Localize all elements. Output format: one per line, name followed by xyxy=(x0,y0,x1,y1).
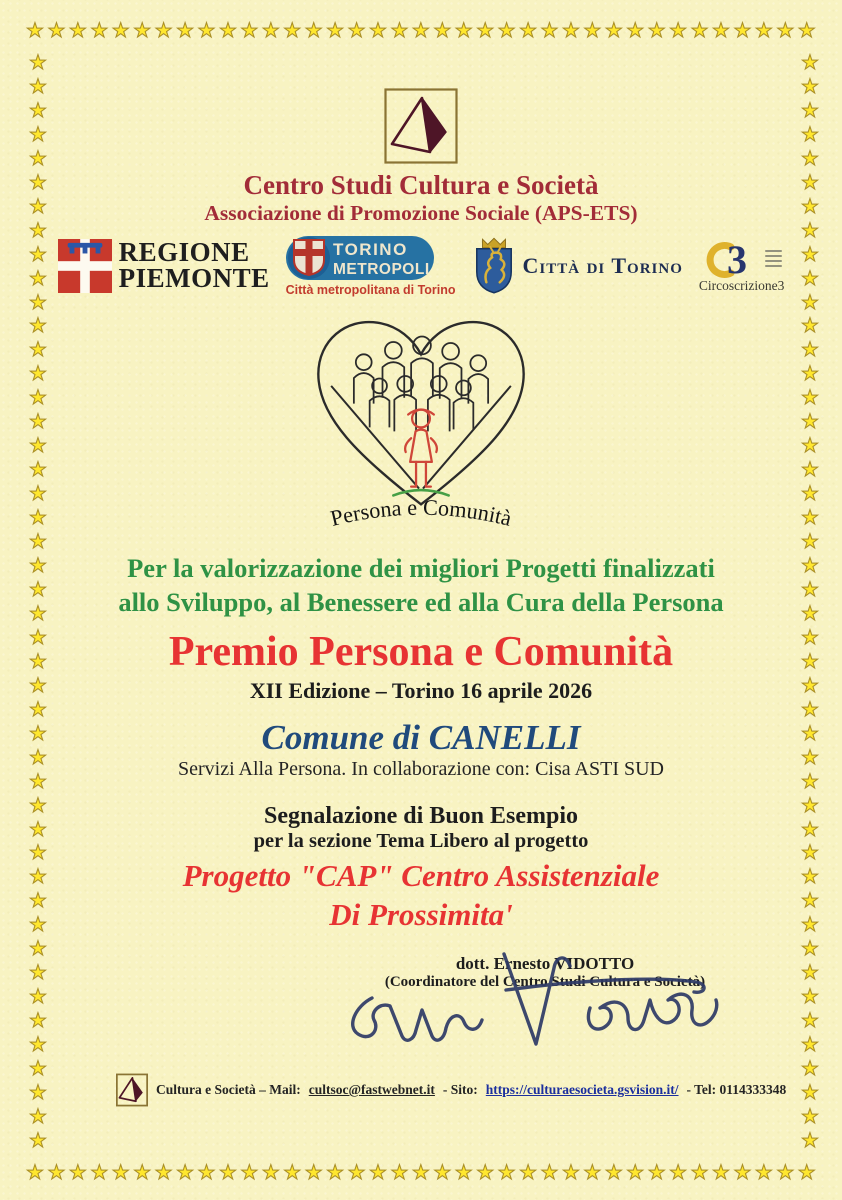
intro-statement xyxy=(0,552,842,620)
border-star-icon: ★ xyxy=(797,18,816,42)
emblem-caption-text: Persona e Comunità xyxy=(327,494,515,531)
border-star-icon: ★ xyxy=(390,1160,409,1184)
border-star-icon: ★ xyxy=(154,1160,173,1184)
border-star-icon: ★ xyxy=(801,265,819,290)
award-edition: XII Edizione – Torino 16 aprile 2026 xyxy=(249,677,593,703)
border-star-icon: ★ xyxy=(801,816,819,841)
border-star-icon: ★ xyxy=(433,1160,452,1184)
logo-citta-di-torino xyxy=(472,236,683,296)
border-star-icon: ★ xyxy=(283,1160,302,1184)
border-star-icon: ★ xyxy=(476,18,495,42)
border-star-icon: ★ xyxy=(801,481,819,506)
border-star-icon: ★ xyxy=(29,265,47,290)
border-star-icon: ★ xyxy=(540,18,559,42)
border-star-icon: ★ xyxy=(29,73,47,98)
signatory-role: (Coordinatore del Centro Studi Cultura e Società) xyxy=(384,974,706,991)
organization-name: Centro Studi Cultura e Società xyxy=(243,170,599,200)
border-star-icon: ★ xyxy=(197,1160,216,1184)
border-star-icon: ★ xyxy=(801,912,819,937)
circoscrizione-wordmark: Circoscrizione3 xyxy=(698,277,785,293)
footer-site-label: - Sito: xyxy=(442,1082,478,1097)
project-line2: Di Prossimita' xyxy=(329,896,513,932)
border-star-icon: ★ xyxy=(347,18,366,42)
border-star-icon: ★ xyxy=(669,1160,688,1184)
star-border-bottom xyxy=(26,1162,816,1182)
border-star-icon: ★ xyxy=(176,1160,194,1184)
border-star-icon: ★ xyxy=(29,624,47,649)
border-star-icon: ★ xyxy=(390,18,409,42)
border-star-icon: ★ xyxy=(29,457,47,482)
border-star-icon: ★ xyxy=(519,18,537,42)
border-star-icon: ★ xyxy=(801,888,819,913)
border-star-icon: ★ xyxy=(801,1032,819,1057)
border-star-icon: ★ xyxy=(733,1160,752,1184)
border-star-icon: ★ xyxy=(29,505,47,530)
border-star-icon: ★ xyxy=(801,50,819,74)
logo-regione-piemonte xyxy=(58,236,270,293)
border-star-icon: ★ xyxy=(801,1008,819,1033)
border-star-icon: ★ xyxy=(29,50,47,74)
border-star-icon: ★ xyxy=(197,18,216,42)
persona-comunita-emblem xyxy=(302,301,540,533)
regione-piemonte-wordmark xyxy=(118,236,270,293)
border-star-icon: ★ xyxy=(801,217,819,242)
border-star-icon: ★ xyxy=(647,1160,666,1184)
border-star-icon: ★ xyxy=(801,1079,819,1104)
border-star-icon: ★ xyxy=(604,18,623,42)
border-star-icon: ★ xyxy=(801,409,819,434)
border-star-icon: ★ xyxy=(801,385,819,410)
border-star-icon: ★ xyxy=(497,18,516,42)
border-star-icon: ★ xyxy=(240,1160,259,1184)
border-star-icon: ★ xyxy=(26,18,44,42)
circoscrizione-fine-print xyxy=(765,250,782,267)
logo-circoscrizione-3 xyxy=(699,238,784,294)
border-star-icon: ★ xyxy=(583,1160,602,1184)
border-star-icon: ★ xyxy=(29,361,47,386)
border-star-icon: ★ xyxy=(29,576,47,601)
border-star-icon: ★ xyxy=(29,1056,47,1081)
border-star-icon: ★ xyxy=(68,18,87,42)
border-star-icon: ★ xyxy=(801,1103,819,1128)
border-star-icon: ★ xyxy=(690,1160,709,1184)
border-star-icon: ★ xyxy=(369,18,387,42)
border-star-icon: ★ xyxy=(519,1160,537,1184)
border-star-icon: ★ xyxy=(176,18,194,42)
border-star-icon: ★ xyxy=(801,864,819,889)
border-star-icon: ★ xyxy=(111,18,130,42)
border-star-icon: ★ xyxy=(712,1160,730,1184)
signature-block xyxy=(310,954,780,991)
border-star-icon: ★ xyxy=(801,600,819,625)
border-star-icon: ★ xyxy=(561,1160,580,1184)
recipient-detail: Servizi Alla Persona. In collaborazione con: Cisa ASTI SUD xyxy=(177,757,664,780)
border-star-icon: ★ xyxy=(29,840,47,865)
regione-line2: PIEMONTE xyxy=(118,262,270,293)
border-star-icon: ★ xyxy=(454,18,473,42)
border-star-icon: ★ xyxy=(801,840,819,865)
heart-outline-icon xyxy=(318,322,523,504)
border-star-icon: ★ xyxy=(29,816,47,841)
torino-metropoli-badge-icon xyxy=(286,234,434,282)
border-star-icon: ★ xyxy=(801,121,819,146)
border-star-icon: ★ xyxy=(29,792,47,817)
border-star-icon: ★ xyxy=(801,361,819,386)
logo-torino-metropoli xyxy=(286,234,456,297)
border-star-icon: ★ xyxy=(240,18,259,42)
torino-metropoli-line2: METROPOLI xyxy=(332,261,430,278)
border-star-icon: ★ xyxy=(133,1160,152,1184)
border-star-icon: ★ xyxy=(29,888,47,913)
border-star-icon: ★ xyxy=(754,1160,773,1184)
border-star-icon: ★ xyxy=(29,289,47,314)
border-star-icon: ★ xyxy=(218,1160,237,1184)
signatory-name: dott. Ernesto VIDOTTO xyxy=(455,954,635,974)
border-star-icon: ★ xyxy=(29,169,47,194)
border-star-icon: ★ xyxy=(326,18,345,42)
border-star-icon: ★ xyxy=(283,18,302,42)
border-star-icon: ★ xyxy=(29,984,47,1009)
border-star-icon: ★ xyxy=(754,18,773,42)
border-star-icon: ★ xyxy=(29,1032,47,1057)
border-star-icon: ★ xyxy=(29,433,47,458)
border-star-icon: ★ xyxy=(647,18,666,42)
border-star-icon: ★ xyxy=(261,1160,280,1184)
border-star-icon: ★ xyxy=(29,337,47,362)
regione-line1: REGIONE xyxy=(118,236,250,267)
heart-inner-v xyxy=(331,386,511,489)
border-star-icon: ★ xyxy=(347,1160,366,1184)
border-star-icon: ★ xyxy=(29,97,47,122)
border-star-icon: ★ xyxy=(433,18,452,42)
citta-torino-wordmark: Città di Torino xyxy=(522,252,683,278)
award-title: Premio Persona e Comunità xyxy=(168,628,674,675)
border-star-icon: ★ xyxy=(29,145,47,170)
border-star-icon: ★ xyxy=(29,936,47,961)
border-star-icon: ★ xyxy=(29,1008,47,1033)
grass-icon xyxy=(393,490,448,495)
border-star-icon: ★ xyxy=(261,18,280,42)
border-star-icon: ★ xyxy=(801,696,819,721)
project-line1: Progetto "CAP" Centro Assistenziale xyxy=(182,857,660,893)
border-star-icon: ★ xyxy=(369,1160,387,1184)
border-star-icon: ★ xyxy=(29,1079,47,1104)
border-star-icon: ★ xyxy=(218,18,237,42)
border-star-icon: ★ xyxy=(26,1160,44,1184)
border-star-icon: ★ xyxy=(47,1160,66,1184)
border-star-icon: ★ xyxy=(583,18,602,42)
border-star-icon: ★ xyxy=(690,18,709,42)
project-name xyxy=(0,857,842,935)
border-star-icon: ★ xyxy=(776,1160,795,1184)
border-star-icon: ★ xyxy=(454,1160,473,1184)
border-star-icon: ★ xyxy=(29,241,47,266)
border-star-icon: ★ xyxy=(29,672,47,697)
border-star-icon: ★ xyxy=(476,1160,495,1184)
border-star-icon: ★ xyxy=(801,337,819,362)
border-star-icon: ★ xyxy=(29,648,47,673)
border-star-icon: ★ xyxy=(801,1127,819,1152)
border-star-icon: ★ xyxy=(801,624,819,649)
border-star-icon: ★ xyxy=(801,648,819,673)
border-star-icon: ★ xyxy=(669,18,688,42)
border-star-icon: ★ xyxy=(801,529,819,554)
border-star-icon: ★ xyxy=(801,289,819,314)
footer-site-link[interactable]: https://culturaesocieta.gsvision.it/ xyxy=(485,1082,679,1097)
border-star-icon: ★ xyxy=(29,193,47,218)
border-star-icon: ★ xyxy=(801,768,819,793)
border-star-icon: ★ xyxy=(29,960,47,985)
border-star-icon: ★ xyxy=(90,1160,109,1184)
border-star-icon: ★ xyxy=(801,792,819,817)
border-star-icon: ★ xyxy=(29,600,47,625)
border-star-icon: ★ xyxy=(801,169,819,194)
border-star-icon: ★ xyxy=(801,433,819,458)
red-child-icon xyxy=(405,410,437,487)
border-star-icon: ★ xyxy=(497,1160,516,1184)
border-star-icon: ★ xyxy=(133,18,152,42)
border-star-icon: ★ xyxy=(801,936,819,961)
border-star-icon: ★ xyxy=(326,1160,345,1184)
mention-subtitle: per la sezione Tema Libero al progetto xyxy=(253,829,589,852)
border-star-icon: ★ xyxy=(801,457,819,482)
border-star-icon: ★ xyxy=(29,720,47,745)
mention-title: Segnalazione di Buon Esempio xyxy=(263,802,579,829)
torino-metropoli-caption: Città metropolitana di Torino xyxy=(285,283,456,297)
border-star-icon: ★ xyxy=(540,1160,559,1184)
border-star-icon: ★ xyxy=(801,313,819,338)
border-star-icon: ★ xyxy=(801,553,819,578)
border-star-icon: ★ xyxy=(29,1127,47,1152)
organization-subtitle: Associazione di Promozione Sociale (APS-ETS) xyxy=(204,201,638,225)
border-star-icon: ★ xyxy=(733,18,752,42)
border-star-icon: ★ xyxy=(111,1160,130,1184)
border-star-icon: ★ xyxy=(712,18,730,42)
border-star-icon: ★ xyxy=(29,121,47,146)
border-star-icon: ★ xyxy=(29,744,47,769)
border-star-icon: ★ xyxy=(801,193,819,218)
border-star-icon: ★ xyxy=(29,696,47,721)
partner-logos-row xyxy=(0,234,842,297)
border-star-icon: ★ xyxy=(47,18,66,42)
intro-line2: allo Sviluppo, al Benessere ed alla Cura della Persona xyxy=(118,586,724,617)
border-star-icon: ★ xyxy=(411,18,430,42)
border-star-icon: ★ xyxy=(68,1160,87,1184)
border-star-icon: ★ xyxy=(29,768,47,793)
circoscrizione-crescent-icon xyxy=(701,238,763,280)
border-star-icon: ★ xyxy=(801,744,819,769)
border-star-icon: ★ xyxy=(29,409,47,434)
footer xyxy=(116,1072,786,1108)
circoscrizione-digit: 3 xyxy=(727,237,748,280)
border-star-icon: ★ xyxy=(29,912,47,937)
border-star-icon: ★ xyxy=(29,481,47,506)
border-star-icon: ★ xyxy=(411,1160,430,1184)
border-star-icon: ★ xyxy=(29,529,47,554)
citta-torino-shield-icon xyxy=(472,236,516,296)
border-star-icon: ★ xyxy=(29,553,47,578)
border-star-icon: ★ xyxy=(29,313,47,338)
border-star-icon: ★ xyxy=(801,241,819,266)
border-star-icon: ★ xyxy=(801,960,819,985)
footer-org-label: Cultura e Società – Mail: xyxy=(156,1082,301,1097)
border-star-icon: ★ xyxy=(801,984,819,1009)
border-star-icon: ★ xyxy=(90,18,109,42)
border-star-icon: ★ xyxy=(797,1160,816,1184)
border-star-icon: ★ xyxy=(801,505,819,530)
border-star-icon: ★ xyxy=(776,18,795,42)
border-star-icon: ★ xyxy=(626,18,645,42)
border-star-icon: ★ xyxy=(801,73,819,98)
border-star-icon: ★ xyxy=(29,864,47,889)
recipient-name: Comune di CANELLI xyxy=(261,717,581,757)
intro-line1: Per la valorizzazione dei migliori Progetti finalizzati xyxy=(127,553,715,583)
border-star-icon: ★ xyxy=(304,1160,323,1184)
border-star-icon: ★ xyxy=(801,97,819,122)
emblem-caption xyxy=(328,495,514,531)
border-star-icon: ★ xyxy=(561,18,580,42)
border-star-icon: ★ xyxy=(604,1160,623,1184)
border-star-icon: ★ xyxy=(29,217,47,242)
torino-metropoli-line1: TORINO xyxy=(332,240,408,259)
footer-pyramid-logo-icon xyxy=(116,1072,148,1108)
border-star-icon: ★ xyxy=(801,720,819,745)
border-star-icon: ★ xyxy=(801,576,819,601)
border-star-icon: ★ xyxy=(304,18,323,42)
border-star-icon: ★ xyxy=(29,385,47,410)
border-star-icon: ★ xyxy=(801,672,819,697)
footer-mail-link[interactable]: cultsoc@fastwebnet.it xyxy=(308,1082,435,1097)
border-star-icon: ★ xyxy=(801,145,819,170)
footer-tel-label: - Tel: 0114333348 xyxy=(686,1082,787,1097)
border-star-icon: ★ xyxy=(29,1103,47,1128)
border-star-icon: ★ xyxy=(801,1056,819,1081)
border-star-icon: ★ xyxy=(154,18,173,42)
crowd-people-icon xyxy=(354,337,488,432)
regione-piemonte-shield-icon xyxy=(58,239,112,293)
pyramid-logo-icon xyxy=(384,88,458,164)
border-star-icon: ★ xyxy=(626,1160,645,1184)
